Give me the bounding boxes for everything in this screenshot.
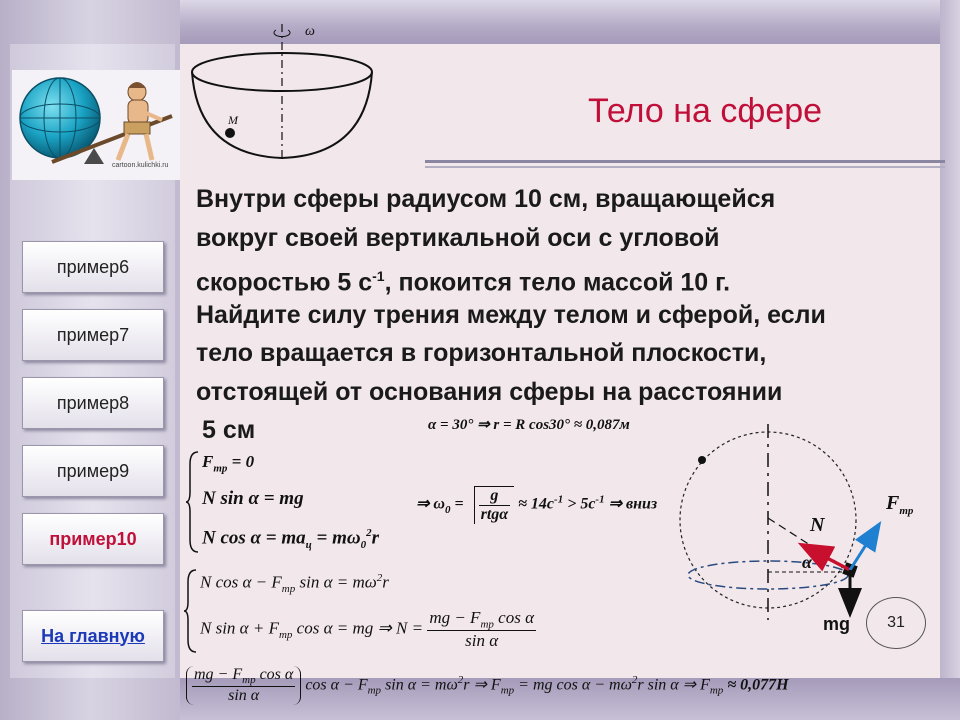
sys2-eq2-tail: cos α = mg ⇒ N =: [292, 618, 428, 638]
final-tail3-sub: тр: [500, 684, 515, 697]
omega-tail: ≈ 14c: [518, 495, 555, 513]
final-tail2-sup: 2: [457, 673, 464, 686]
problem-line: [196, 257, 901, 296]
final-tail2: sin α = mω: [381, 676, 458, 694]
final-tail4: = mg cos α − mω: [514, 676, 632, 694]
final-tail1-sub: тр: [367, 684, 382, 697]
title-underline-secondary: [425, 166, 945, 168]
final-equation: [186, 666, 789, 705]
sys2-eq1-tail: sin α = mω: [295, 572, 377, 592]
sys2-frac-num: mg − F: [429, 608, 481, 627]
system1-eq1: [202, 452, 254, 474]
final-tail5-sub: тр: [709, 684, 724, 697]
final-tail4-sup: 2: [631, 673, 638, 686]
problem-line: отстоящей от основания сферы на расстоянии: [196, 377, 783, 406]
sys2-eq1-main: N cos α − F: [200, 572, 282, 592]
omega-sup2: -1: [595, 493, 605, 506]
label-Ftr-main: F: [886, 492, 900, 514]
sys2-frac-num-tail: cos α: [493, 608, 534, 627]
problem-line-tail: , покоится тело массой 10 г.: [384, 268, 731, 297]
final-frac-den: sin α: [228, 687, 260, 705]
sys1-eq1-sub: тр: [213, 462, 228, 475]
problem-line: вокруг своей вертикальной оси с угловой: [196, 223, 720, 252]
alpha-equation: α = 30° ⇒ r = R cos30° ≈ 0,087м: [428, 417, 630, 433]
problem-line-sup: -1: [372, 268, 385, 284]
problem-line: Найдите силу трения между телом и сферой, если: [196, 300, 826, 329]
omega-pre: ⇒ ω: [416, 495, 445, 513]
nav-button-example7[interactable]: пример7: [22, 309, 164, 361]
system1-brace: [186, 450, 200, 554]
logo: [12, 70, 180, 180]
nav-button-example9[interactable]: пример9: [22, 445, 164, 497]
problem-line-text: скоростью 5 с: [196, 268, 373, 297]
final-frac-num: mg − F: [194, 666, 243, 683]
omega-end: ⇒ вниз: [604, 495, 658, 513]
label-Ftr: [886, 492, 913, 517]
problem-line: тело вращается в горизонтальной плоскости,: [196, 339, 767, 367]
system1-eq3: [202, 527, 379, 551]
sys1-eq3-tail: = mω: [311, 527, 361, 549]
final-tail5: r sin α ⇒ F: [637, 676, 710, 694]
label-alpha: α: [802, 552, 812, 572]
system2-brace: [184, 568, 198, 654]
page-number-badge: 31: [866, 597, 926, 649]
system2-eq1: [200, 572, 389, 595]
final-tail3: r ⇒ F: [463, 676, 501, 694]
sys2-fraction: [427, 608, 536, 651]
sys2-eq1-end: r: [382, 572, 389, 592]
problem-statement: [196, 180, 901, 450]
omega-eq: =: [450, 495, 468, 513]
sys1-eq3-sub2: 0: [360, 539, 367, 552]
sys1-eq3-sub: ц: [305, 539, 312, 552]
final-frac-num-sub: тр: [242, 674, 256, 687]
nav-button-example6[interactable]: пример6: [22, 241, 164, 293]
nav-button-example8[interactable]: пример8: [22, 377, 164, 429]
omega-num: g: [479, 487, 511, 506]
omega-tail2: > 5c: [563, 495, 596, 513]
problem-line: 5 см: [202, 416, 256, 444]
label-N: N: [810, 514, 825, 536]
logo-caption: cartoon.kulichki.ru: [112, 162, 169, 169]
problem-line: Внутри сферы радиусом 10 см, вращающейся: [196, 185, 776, 213]
sys1-eq3-end: r: [371, 527, 380, 549]
sys2-eq1-sup: 2: [376, 572, 383, 584]
omega-axis-label: ω: [305, 24, 315, 39]
sys2-eq2-sub: тр: [278, 629, 293, 641]
sys2-frac-den: sin α: [465, 631, 499, 651]
title-underline: [425, 160, 945, 163]
final-tail1: cos α − F: [305, 676, 368, 694]
point-m-label: M: [228, 113, 238, 127]
nav-button-example10[interactable]: пример10: [22, 513, 164, 565]
sys2-eq1-sub: тр: [281, 583, 296, 596]
omega-result: [416, 486, 657, 524]
label-mg: mg: [823, 614, 850, 634]
omega-sup: -1: [554, 493, 564, 506]
sys1-eq1-tail: = 0: [227, 452, 255, 471]
hemisphere-bowl-diagram: [190, 20, 390, 165]
sys1-eq3-main: N cos α = ma: [202, 527, 306, 549]
sys2-eq2-main: N sin α + F: [200, 618, 279, 638]
frame-right: [940, 0, 960, 720]
sys1-eq1-main: F: [202, 452, 214, 471]
home-link-button[interactable]: На главную: [22, 610, 164, 662]
system2-eq2: [200, 608, 536, 651]
omega-den: rtgα: [480, 506, 509, 523]
sys2-frac-num-sub: тр: [480, 618, 494, 631]
system1-eq2: N sin α = mg: [202, 488, 304, 509]
final-frac-num-tail: cos α: [255, 666, 294, 683]
sphere-force-diagram: [680, 420, 900, 620]
sys1-eq3-sup: 2: [366, 527, 372, 539]
label-Ftr-sub: тр: [899, 505, 914, 517]
final-result: ≈ 0,077H: [723, 676, 789, 694]
slide-title: Тело на сфере: [588, 92, 823, 130]
omega-sub: 0: [444, 503, 451, 516]
